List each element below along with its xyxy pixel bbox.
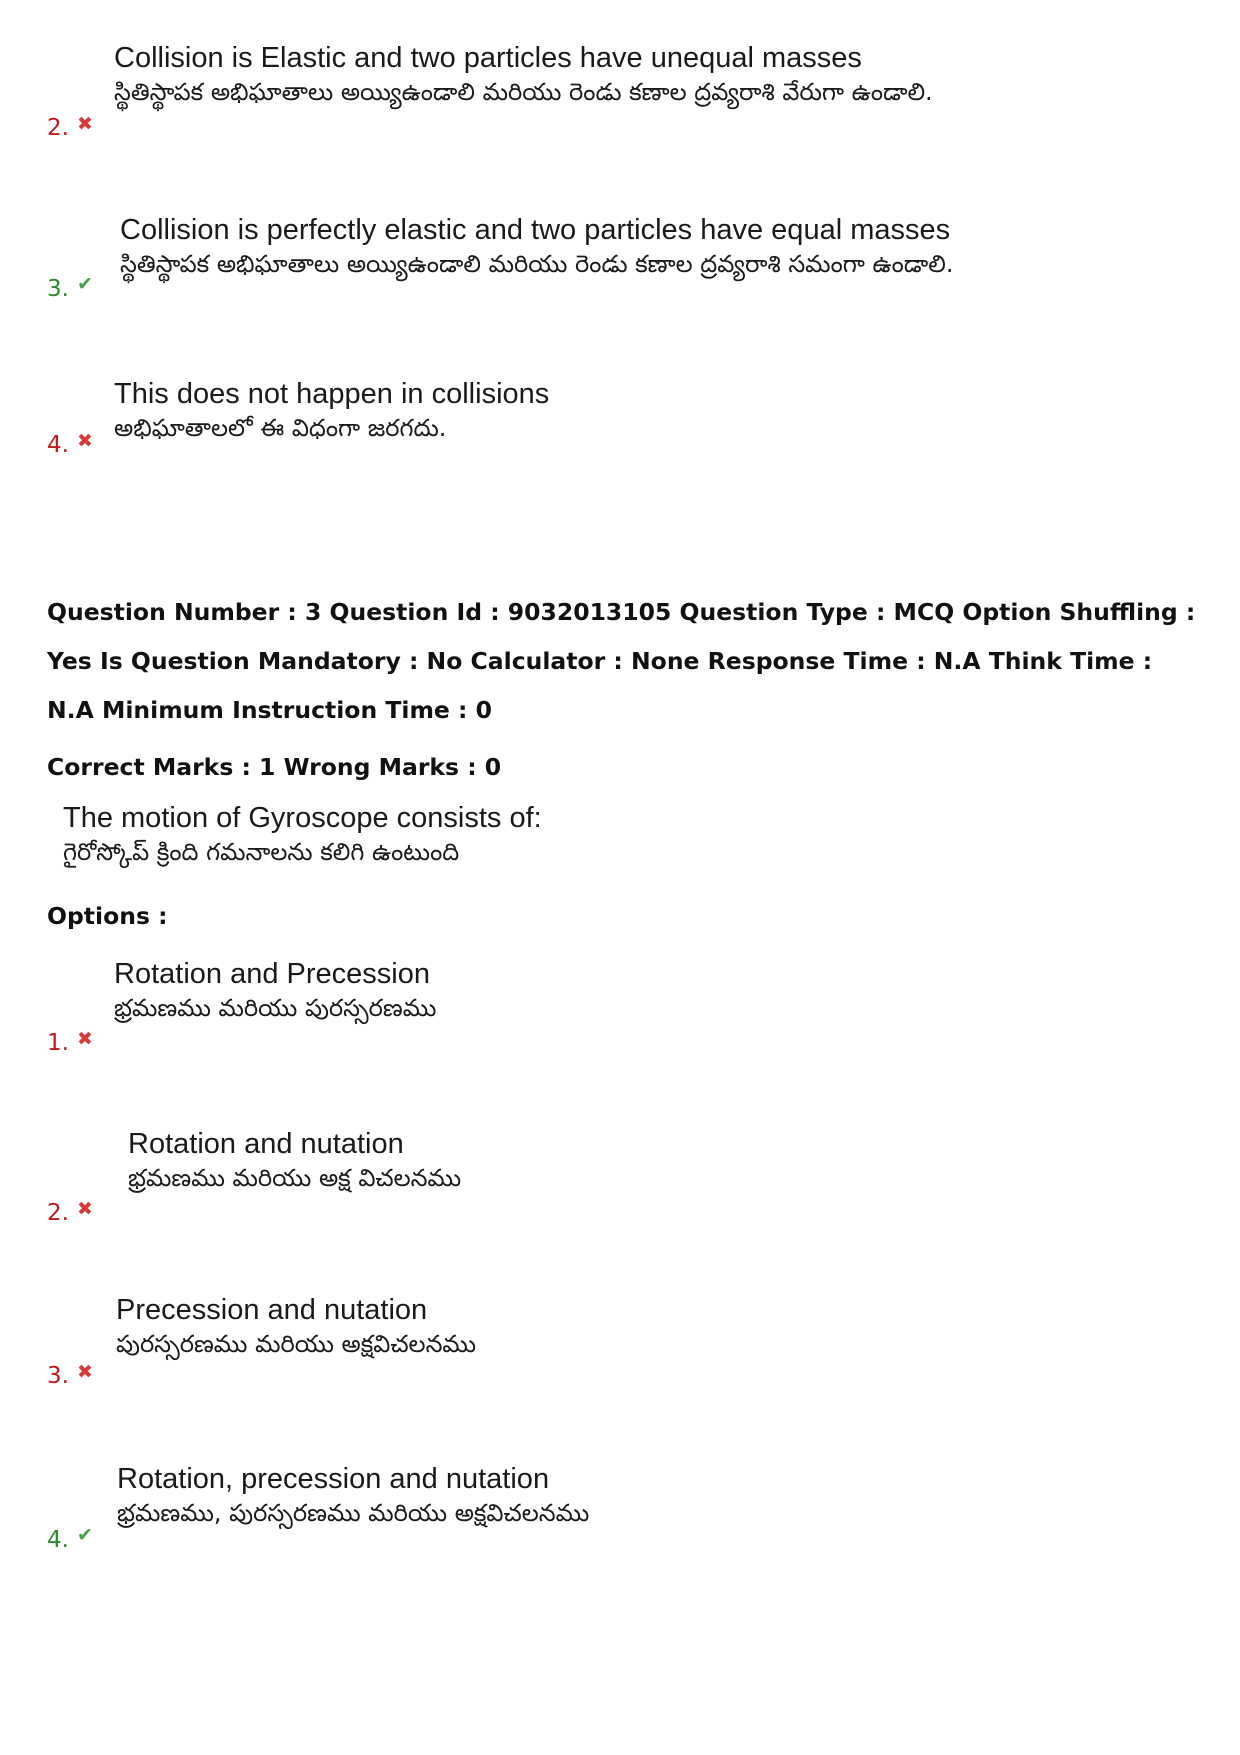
option-2-number: 2. bbox=[47, 1200, 69, 1226]
option-4-content bbox=[117, 1461, 589, 1529]
option-2-telugu: భ్రమణము మరియు అక్ష విచలనము bbox=[128, 1164, 462, 1192]
cross-icon: ✖ bbox=[77, 113, 93, 135]
question-meta: Question Number : 3 Question Id : 9032013105 Question Type : MCQ Option Shuffling : Yes Is Question Mandatory : No Calculator : None Response Time : N.A Think Time : N.A Minimum Instruction Time : 0 bbox=[47, 598, 1196, 724]
option-2-content bbox=[128, 1126, 461, 1194]
check-icon: ✔ bbox=[77, 1524, 93, 1546]
prev-option-2-telugu: స్థితిస్థాపక అభిఘాతాలు అయ్యిఉండాలి మరియు రెండు కణాల ద్రవ్యరాశి వేరుగా ఉండాలి. bbox=[114, 78, 933, 106]
option-4-telugu: భ్రమణము, పురస్సరణము మరియు అక్షవిచలనము bbox=[117, 1499, 590, 1527]
prev-option-4-english: This does not happen in collisions bbox=[114, 378, 550, 410]
option-4-number: 4. bbox=[47, 1527, 69, 1553]
prev-option-4-number: 4. bbox=[47, 432, 69, 458]
question-english: The motion of Gyroscope consists of: bbox=[63, 802, 542, 834]
option-3-content bbox=[116, 1292, 476, 1360]
option-3-english: Precession and nutation bbox=[116, 1294, 428, 1326]
prev-option-4-telugu: అభిఘాతాలలో ఈ విధంగా జరగదు. bbox=[114, 414, 447, 442]
prev-option-3-telugu: స్థితిస్థాపక అభిఘాతాలు అయ్యిఉండాలి మరియు రెండు కణాల ద్రవ్యరాశి సమంగా ఉండాలి. bbox=[120, 250, 954, 278]
prev-option-4-content bbox=[114, 376, 549, 444]
option-3-telugu: పురస్సరణము మరియు అక్షవిచలనము bbox=[116, 1330, 477, 1358]
prev-option-3-content bbox=[120, 212, 954, 280]
prev-option-2-english: Collision is Elastic and two particles have unequal masses bbox=[114, 42, 862, 74]
cross-icon: ✖ bbox=[77, 430, 93, 452]
prev-option-2-number: 2. bbox=[47, 115, 69, 141]
cross-icon: ✖ bbox=[77, 1361, 93, 1383]
cross-icon: ✖ bbox=[77, 1198, 93, 1220]
option-2-english: Rotation and nutation bbox=[128, 1128, 404, 1160]
options-label: Options : bbox=[47, 902, 168, 930]
check-icon: ✔ bbox=[77, 273, 93, 295]
option-1-number: 1. bbox=[47, 1030, 69, 1056]
option-1-telugu: భ్రమణము మరియు పురస్సరణము bbox=[114, 994, 437, 1022]
question-text bbox=[63, 800, 542, 868]
option-1-english: Rotation and Precession bbox=[114, 958, 430, 990]
prev-option-2-content bbox=[114, 40, 933, 108]
option-4-english: Rotation, precession and nutation bbox=[117, 1463, 550, 1495]
option-3-number: 3. bbox=[47, 1363, 69, 1389]
prev-option-3-number: 3. bbox=[47, 276, 69, 302]
option-1-content bbox=[114, 956, 436, 1024]
question-marks: Correct Marks : 1 Wrong Marks : 0 bbox=[47, 753, 502, 781]
cross-icon: ✖ bbox=[77, 1028, 93, 1050]
question-telugu: గైరోస్కోప్ క్రింది గమనాలను కలిగి ఉంటుంది bbox=[63, 838, 460, 866]
prev-option-3-english: Collision is perfectly elastic and two particles have equal masses bbox=[120, 214, 951, 246]
